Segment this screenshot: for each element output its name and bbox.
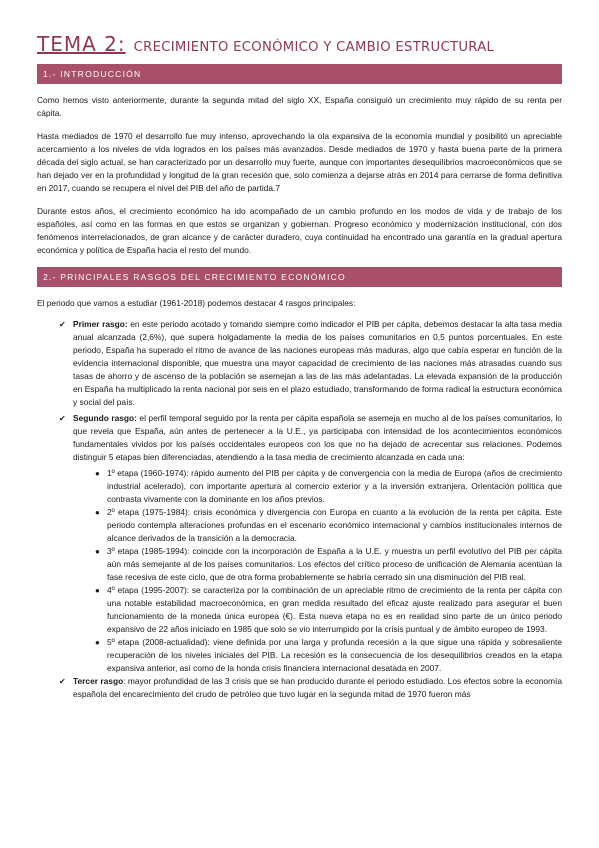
- rasgo-text: : mayor profundidad de las 3 crisis que se han producido durante el periodo estudiado. Los efectos sobre la economía española del encarecimiento del crudo de petróleo que tuvo lugar en la segunda mitad de 1970 fueron más: [73, 676, 562, 699]
- list-item-tercer-rasgo: [37, 675, 562, 701]
- list-item-segundo-rasgo: [37, 412, 562, 464]
- intro-paragraph-2: Hasta mediados de 1970 el desarrollo fue muy intenso, aprovechando la ola expansiva de la economía mundial y posibilitó un apreciable acercamiento a los niveles de vida logrados en los países más avanzados. Desde mediados de 1970 y hasta buena parte de la primera década del siglo actual, se han caracterizado por un desarrollo muy fuerte, aunque con importantes desequilibrios macroeconómicos que se han dejado ver en la profundidad y longitud de la gran recesión que, solo comienza a dejarse atrás en 2014 para cerrarse de forma definitiva en 2017, cuando se recupera el nivel del PIB del año de partida.7: [37, 131, 562, 193]
- etapa-text: : viene definida por una larga y profunda recesión a la que sigue una rápida y sobresaliente recuperación de los niveles iniciales del PIB. La recesión es la consecuencia de los desequilibrios creados en la etapa expansiva anterior, así como de la honda crisis financiera internacional desatada en 2007.: [107, 637, 563, 673]
- tema-number: TEMA 2:: [37, 32, 126, 56]
- list-item-etapa-5: [37, 636, 562, 675]
- list-item-primer-rasgo: [37, 318, 562, 409]
- etapa-text: : crisis económica y divergencia con Europa en cuanto a la evolución de la renta per cápita. Este periodo contempla alteraciones profundas en el escenario económico internacional y cambios institucionales internos de alcance derivados de la transición a la democracia.: [107, 507, 562, 543]
- list-item-etapa-1: [37, 467, 562, 506]
- etapa-text: : se caracteriza por la combinación de un apreciable ritmo de crecimiento de la renta per cápita con una notable estabilidad macroeconómica, en gran medida resultado del eficaz ajuste realizado para asegurar el buen funcionamiento de la moneda única europea (€). Esta nueva etapa no es en realidad sino parte de un único periodo expansivo de 22 años iniciado en 1985 que solo se vio interrumpido por la crisis puntual y de ámbito europeo de 1993.: [107, 585, 562, 634]
- etapa-label: 5º etapa (2008-actualidad): [107, 637, 208, 647]
- rasgo-text: el perfil temporal seguido por la renta per cápita española se asemeja en mucho al de los países comunitarios, lo que revela que España, aún antes de pertenecer a la U.E., ya participaba con intensidad de los acontecimientos económicos fundamentales vividos por los países occidentales europeos con los que no ha dejado de acrecentar sus relaciones. Podemos distinguir 5 etapas bien diferenciadas, atendiendo a la tasa media de crecimiento alcanzada en cada una:: [73, 413, 563, 462]
- etapa-label: 4º etapa (1995-2007): [107, 585, 187, 595]
- intro-paragraph-1: Como hemos visto anteriormente, durante la segunda mitad del siglo XX, España consiguió un crecimiento muy rápido de su renta per cápita.: [37, 95, 562, 118]
- rasgo-text: en este periodo acotado y tomando siempre como indicador el PIB per cápita, debemos destacar la alta tasa media anual alcanzada (2,6%), que supera holgadamente la media de los países comunitarios en 0,5 puntos porcentuales. En este periodo, España ha superado el ritmo de avance de las naciones europeas más maduras, algo que cabía esperar en función de la evidencia internacional disponible, que muestra una mayor capacidad de crecimiento de las naciones más atrasadas cuando sus tasas de ahorro y de ascenso de la población se asemejan a las de las más adelantadas. La elevada expansión de la producción en España ha multiplicado la renta nacional por seis en el plazo estudiado, transformando de forma radical la estructura económica y social del país.: [73, 319, 562, 407]
- rasgo-label: Segundo rasgo:: [73, 413, 137, 423]
- bullet-icon: ●: [95, 547, 100, 556]
- etapa-label: 1º etapa (1960-1974): [107, 468, 187, 478]
- bullet-icon: ●: [95, 586, 100, 595]
- checkmark-icon: ✔: [59, 414, 66, 423]
- etapas-list: [37, 467, 562, 675]
- bullet-icon: ●: [95, 508, 100, 517]
- rasgos-list: [37, 318, 562, 464]
- tema-title: CRECIMIENTO ECONÓMICO Y CAMBIO ESTRUCTURAL: [133, 40, 495, 55]
- checkmark-icon: ✔: [59, 320, 66, 329]
- etapa-label: 3º etapa (1985-1994): [107, 546, 188, 556]
- list-item-etapa-3: [37, 545, 562, 584]
- etapa-label: 2º etapa (1975-1984): [107, 507, 188, 517]
- etapa-text: : coincide con la incorporación de España a la U.E. y muestra un perfil evolutivo del PIB per cápita aún más semejante al de los países comunitarios. Los efectos del crítico proceso de unificación de Alemania acentúan la fase recesiva de este ciclo, que de otra forma probablemente se habría cerrado sin una disminución del PIB real.: [107, 546, 562, 582]
- section-heading-introduccion: 1.- INTRODUCCIÓN: [37, 64, 562, 84]
- etapa-text: : rápido aumento del PIB per cápita y de convergencia con la media de Europa (años de crecimiento industrial acelerado), con importante apertura al comercio exterior y a la inversión extranjera. Orientación política que contrasta vivamente con la dominante en los años previos.: [107, 468, 562, 504]
- section-heading-rasgos: 2.- PRINCIPALES RASGOS DEL CRECIMIENTO ECONÓMICO: [37, 267, 562, 287]
- rasgos-lead: El periodo que vamos a estudiar (1961-2018) podemos destacar 4 rasgos principales:: [37, 298, 356, 308]
- bullet-icon: ●: [95, 469, 100, 478]
- intro-paragraph-3: Durante estos años, el crecimiento económico ha ido acompañado de un cambio profundo en los modos de vida y de trabajo de los españoles, así como en las formas en que estos se organizan y gobiernan. Progreso económico y modernización institucional, con dos fenómenos interrelacionados, de gran alcance y de carácter duradero, cuya continuidad ha encontrado una garantía en la gradual apertura económica y política de España hacia el resto del mundo.: [37, 206, 562, 255]
- list-item-etapa-4: [37, 584, 562, 636]
- rasgo-label: Primer rasgo:: [73, 319, 128, 329]
- list-item-etapa-2: [37, 506, 562, 545]
- checkmark-icon: ✔: [59, 677, 66, 686]
- bullet-icon: ●: [95, 638, 100, 647]
- document-title: [37, 32, 562, 56]
- rasgo-label: Tercer rasgo: [73, 676, 124, 686]
- rasgos-list-continued: [37, 675, 562, 701]
